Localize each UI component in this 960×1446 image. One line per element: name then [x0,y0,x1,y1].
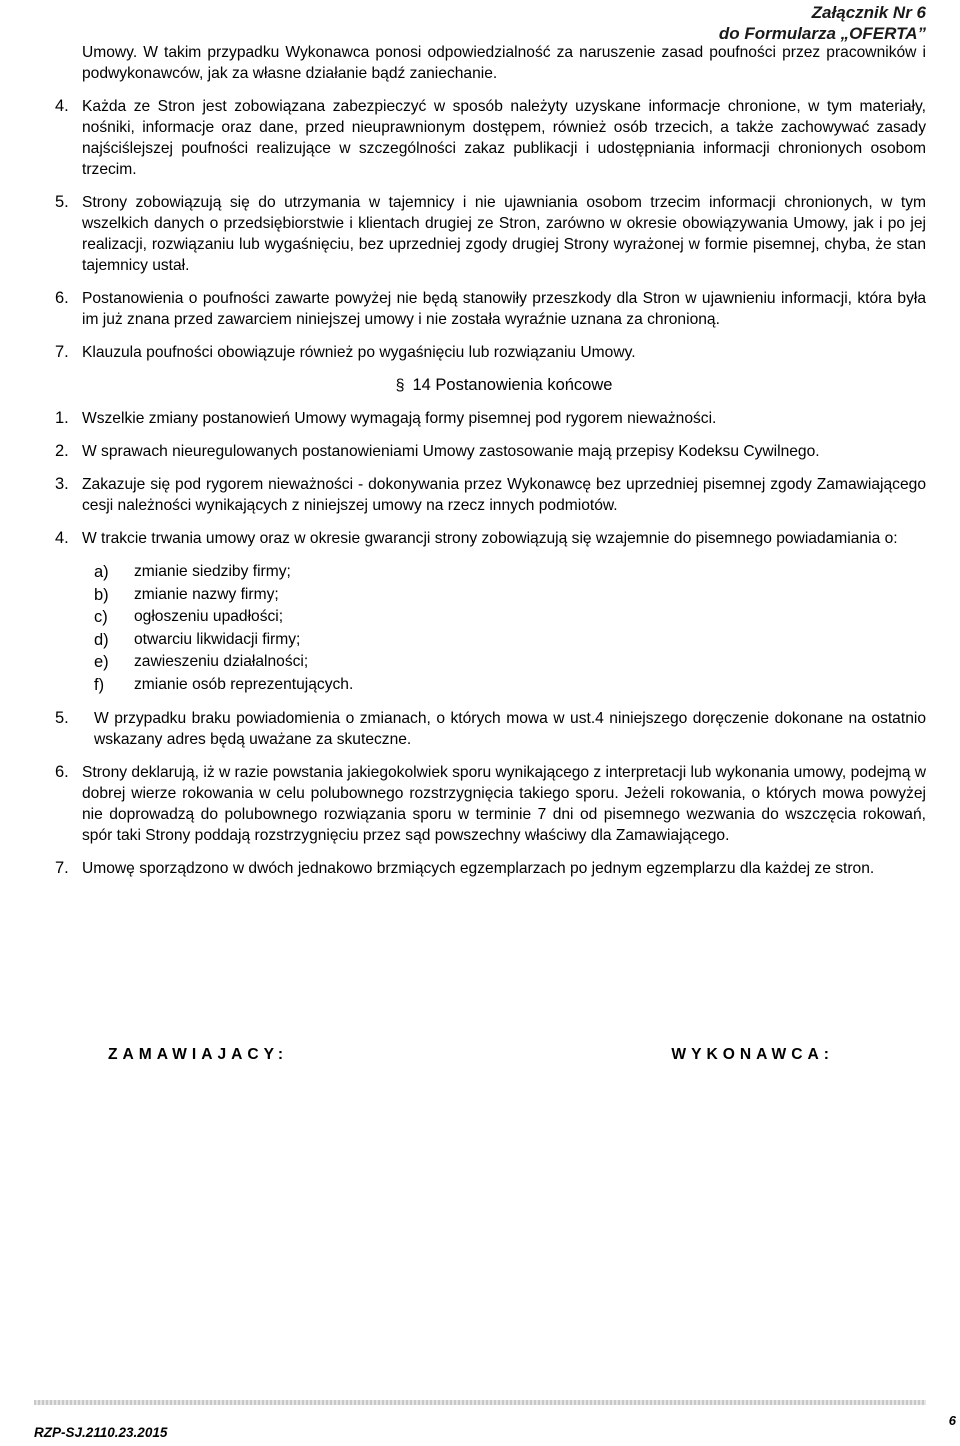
sub-item-text: zawieszeniu działalności; [134,653,309,670]
item-text: Wszelkie zmiany postanowień Umowy wymagają formy pisemnej pod rygorem nieważności. [82,410,717,427]
final-provision-item [55,474,926,516]
signature-block [108,1046,834,1064]
final-provision-item [55,708,926,750]
signature-contractor: WYKONAWCA: [671,1046,834,1063]
item-text: W sprawach nieuregulowanych postanowieniami Umowy zastosowanie mają przepisy Kodeksu Cywilnego. [82,443,820,460]
document-reference: RZP-SJ.2110.23.2015 [34,1425,168,1440]
item-number: 3. [55,475,69,493]
list-item [94,584,926,607]
sub-item-letter: a) [94,563,109,581]
list-item [94,651,926,674]
item-number: 6. [55,763,69,781]
item-number: 7. [55,343,69,361]
sub-item-letter: f) [94,675,105,694]
section-sign-icon: § [395,377,405,394]
confidentiality-item [55,192,926,276]
sub-item-letter: c) [94,608,108,626]
sub-item-letter: e) [94,653,109,671]
sub-item-text: ogłoszeniu upadłości; [134,608,284,625]
item-text: Klauzula poufności obowiązuje również po wygaśnięciu lub rozwiązaniu Umowy. [82,344,636,361]
attachment-header [719,2,926,44]
signature-ordering-party: ZAMAWIAJACY: [108,1046,289,1063]
confidentiality-item [55,96,926,180]
item-number: 2. [55,442,69,460]
sub-item-text: zmianie osób reprezentujących. [134,675,354,693]
item-text: Postanowienia o poufności zawarte powyżej nie będą stanowiły przeszkody dla Stron w ujawnieniu informacji, która była im już znana przed zawarciem niniejszej umowy i nie została wyraźnie uznana za chronioną. [82,290,926,328]
item-text: Strony deklarują, iż w razie powstania jakiegokolwiek sporu wynikającego z interpretacji lub wykonania umowy, podejmą w dobrej wierze rokowania w celu polubownego rozstrzygnięcia takiego sporu. Jeżeli rokowania, o których mowa powyżej nie doprowadzą do polubownego rozwiązania sporu w terminie 7 dni od pisemnego wezwania do wszczęcia rokowań, spór taki Strony poddają rozstrzygnięciu przez sąd powszechny właściwy dla Zamawiającego. [82,764,926,844]
page-number: 6 [948,1413,956,1428]
item-number: 1. [55,409,69,427]
item-text: W trakcie trwania umowy oraz w okresie gwarancji strony zobowiązują się wzajemnie do pisemnego powiadamiania o: [82,530,898,547]
confidentiality-item [55,288,926,330]
final-provision-item [55,528,926,549]
item-text: Każda ze Stron jest zobowiązana zabezpieczyć w sposób należyty uzyskane informacje chronione, w tym materiały, nośniki, informacje oraz dane, przed nieuprawnionym dostępem, również osób trzecich, a także zachowywać zasady najściślejszej poufności realizujące w szczególności zakaz publikacji i udostępniania informacji chronionych osobom trzecim. [82,98,926,178]
item-text: Strony zobowiązują się do utrzymania w tajemnicy i nie ujawniania osobom trzecim informacji chronionych, w tym wszelkich danych o przedsiębiorstwie i klientach drugiej ze Stron, zarówno w okresie obowiązywania Umowy, jak i po jej realizacji, rozwiązaniu lub wygaśnięciu, bez uprzedniej zgody drugiej Strony wyrażonej w formie pisemnej, chyba, że stan tajemnicy ustał. [82,194,926,274]
sub-item-text: otwarciu likwidacji firmy; [134,630,301,648]
item-text: Umowę sporządzono w dwóch jednakowo brzmiących egzemplarzach po jednym egzemplarzu dla każdej ze stron. [82,860,875,877]
section-heading [82,375,926,396]
list-item [94,561,926,584]
sub-item-text: zmianie siedziby firmy; [134,563,291,580]
item-number: 5. [55,709,69,727]
list-item [94,606,926,629]
confidentiality-item [55,342,926,363]
item-text: W przypadku braku powiadomienia o zmianach, o których mowa w ust.4 niniejszego doręczenie dokonane na ostatnio wskazany adres będą uważane za skuteczne. [94,710,926,748]
item-number: 4. [55,97,69,115]
footer-divider [34,1400,926,1405]
final-provision-item [55,441,926,462]
intro-paragraph: Umowy. W takim przypadku Wykonawca ponosi odpowiedzialność za naruszenie zasad poufności przez pracowników i podwykonawców, jak za własne działanie bądź zaniechanie. [82,44,926,82]
item-number: 6. [55,289,69,307]
final-provision-item [55,762,926,846]
final-provision-item [55,858,926,879]
final-provision-item [55,408,926,429]
attachment-form-name: do Formularza „OFERTA” [718,24,926,43]
list-item [94,674,926,697]
item-number: 7. [55,859,69,877]
item-number: 5. [55,193,69,211]
notification-sublist [94,561,926,696]
list-item [94,629,926,652]
item-text: Zakazuje się pod rygorem nieważności - dokonywania przez Wykonawcę bez uprzedniej pisemnej zgody Zamawiającego cesji należności wynikających z niniejszej umowy na rzecz innych podmiotów. [82,476,926,514]
attachment-number: Załącznik Nr 6 [811,3,926,22]
section-title: 14 Postanowienia końcowe [412,376,613,394]
sub-item-letter: b) [94,585,109,604]
sub-item-text: zmianie nazwy firmy; [134,585,279,603]
sub-item-letter: d) [94,630,109,649]
document-body [55,42,926,891]
item-number: 4. [55,529,69,547]
